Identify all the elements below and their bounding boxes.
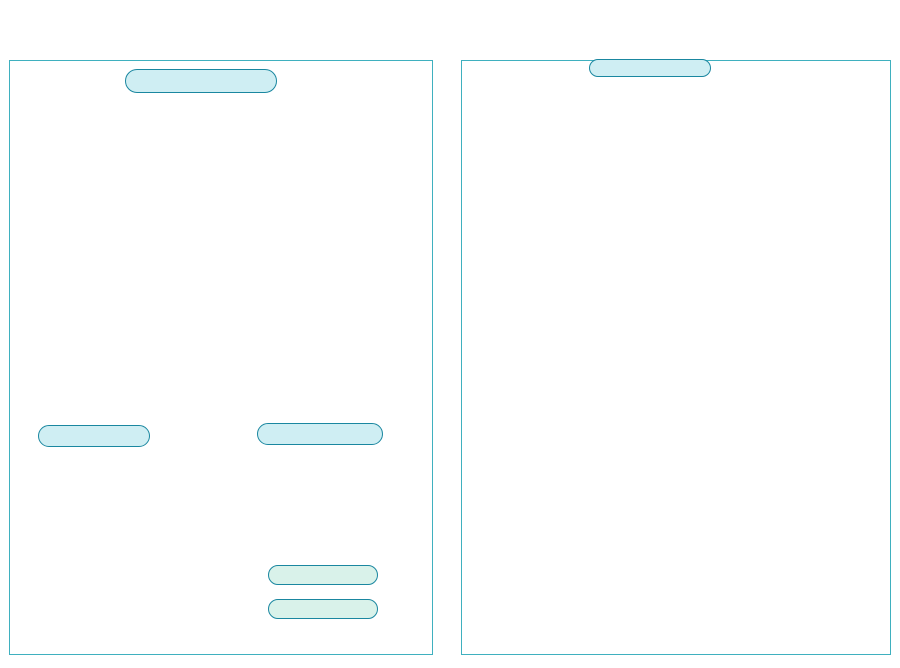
friday-prayer-title — [268, 599, 378, 619]
sermon-header — [589, 59, 711, 77]
daily-prayer-title — [268, 565, 378, 585]
morning-service-title — [125, 69, 277, 93]
sermon-body — [470, 101, 882, 102]
wednesday-service-title — [257, 423, 383, 445]
afternoon-service-title — [38, 425, 150, 447]
sermon-summary-panel — [461, 60, 891, 655]
bulletin-worship-order-panel — [9, 60, 433, 655]
